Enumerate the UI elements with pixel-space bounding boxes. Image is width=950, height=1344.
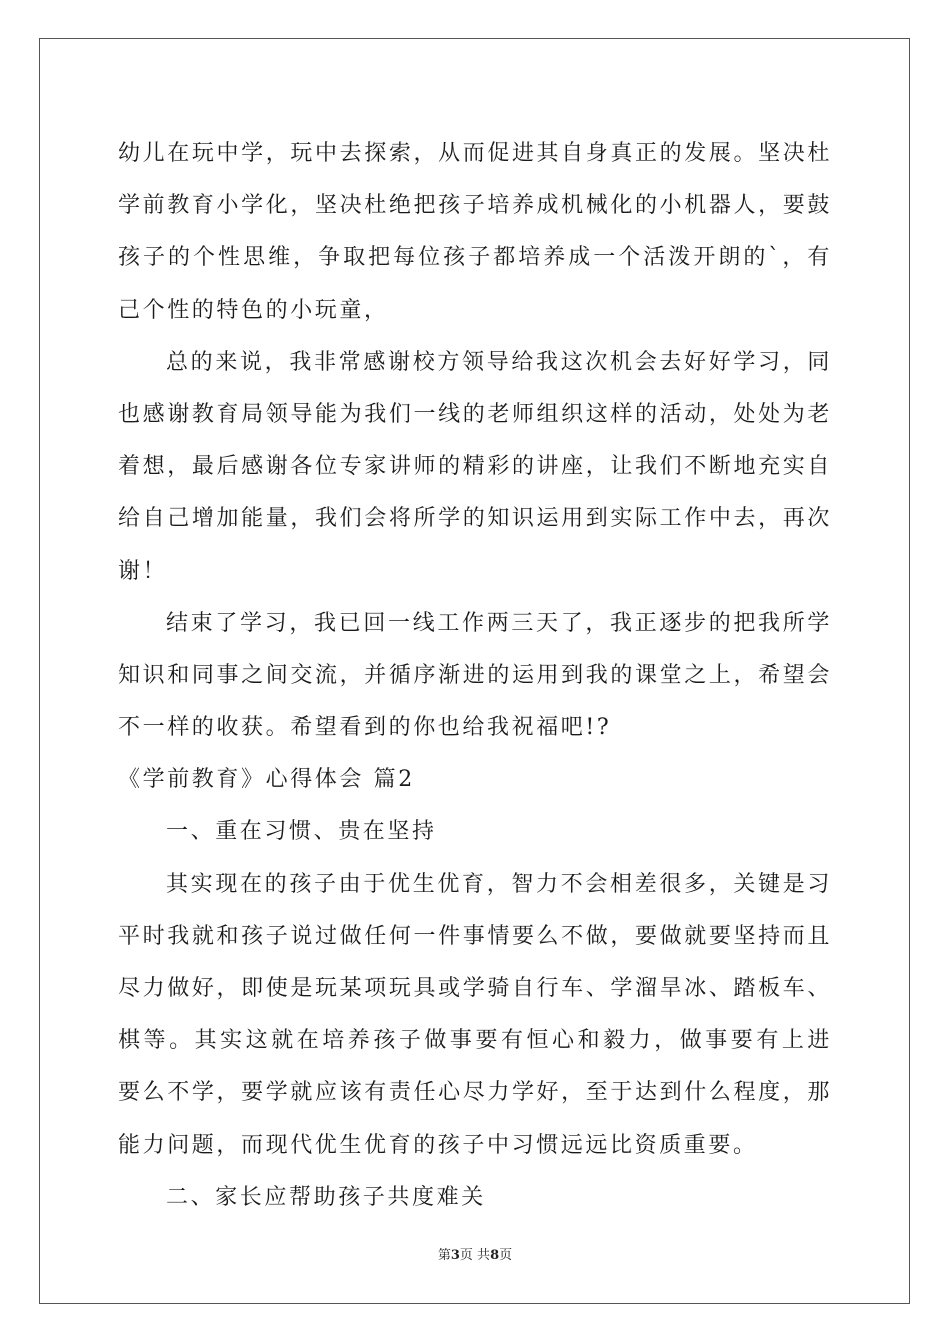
- footer-page-number: 3: [450, 1248, 460, 1263]
- text-line: 一、重在习惯、贵在坚持: [166, 819, 437, 845]
- text-line: 学前教育小学化，坚决杜绝把孩子培养成机械化的小机器人，要鼓: [118, 193, 832, 219]
- text-line: 其实现在的孩子由于优生优育，智力不会相差很多，关键是习: [166, 871, 832, 897]
- text-line: 己个性的特色的小玩童，: [118, 297, 389, 323]
- text-line: 知识和同事之间交流，并循序渐进的运用到我的课堂之上，希望会: [118, 662, 832, 688]
- page-footer: [0, 1244, 950, 1263]
- text-line: 棋等。其实这就在培养孩子做事要有恒心和毅力，做事要有上进: [118, 1028, 832, 1054]
- footer-middle: 页 共: [459, 1248, 491, 1263]
- text-line: 结束了学习，我已回一线工作两三天了，我正逐步的把我所学: [166, 610, 832, 636]
- text-line: 平时我就和孩子说过做任何一件事情要么不做，要做就要坚持而且: [118, 923, 832, 949]
- text-line: 《学前教育》心得体会 篇2: [118, 767, 415, 793]
- text-line: 谢！: [118, 558, 168, 584]
- text-line: 要么不学，要学就应该有责任心尽力学好，至于达到什么程度，那: [118, 1080, 832, 1106]
- text-line: 不一样的收获。希望看到的你也给我祝福吧!?: [118, 715, 612, 741]
- text-line: 尽力做好，即使是玩某项玩具或学骑自行车、学溜旱冰、踏板车、: [118, 976, 832, 1001]
- text-line: 也感谢教育局领导能为我们一线的老师组织这样的活动，处处为老: [118, 401, 832, 427]
- text-line: 二、家长应帮助孩子共度难关: [166, 1184, 486, 1210]
- footer-total-pages: 8: [490, 1248, 500, 1263]
- text-line: 幼儿在玩中学，玩中去探索，从而促进其自身真正的发展。坚决杜: [118, 141, 832, 166]
- document-body: [118, 128, 832, 1224]
- footer-suffix: 页: [499, 1248, 513, 1263]
- text-line: 能力问题，而现代优生优育的孩子中习惯远远比资质重要。: [118, 1132, 758, 1158]
- text-line: 给自己增加能量，我们会将所学的知识运用到实际工作中去，再次: [118, 506, 832, 532]
- text-line: 孩子的个性思维，争取把每位孩子都培养成一个活泼开朗的`，有: [118, 245, 832, 271]
- text-line: 总的来说，我非常感谢校方领导给我这次机会去好好学习，同: [166, 349, 832, 375]
- text-line: 着想，最后感谢各位专家讲师的精彩的讲座，让我们不断地充实自: [118, 454, 832, 480]
- footer-prefix: 第: [437, 1248, 451, 1263]
